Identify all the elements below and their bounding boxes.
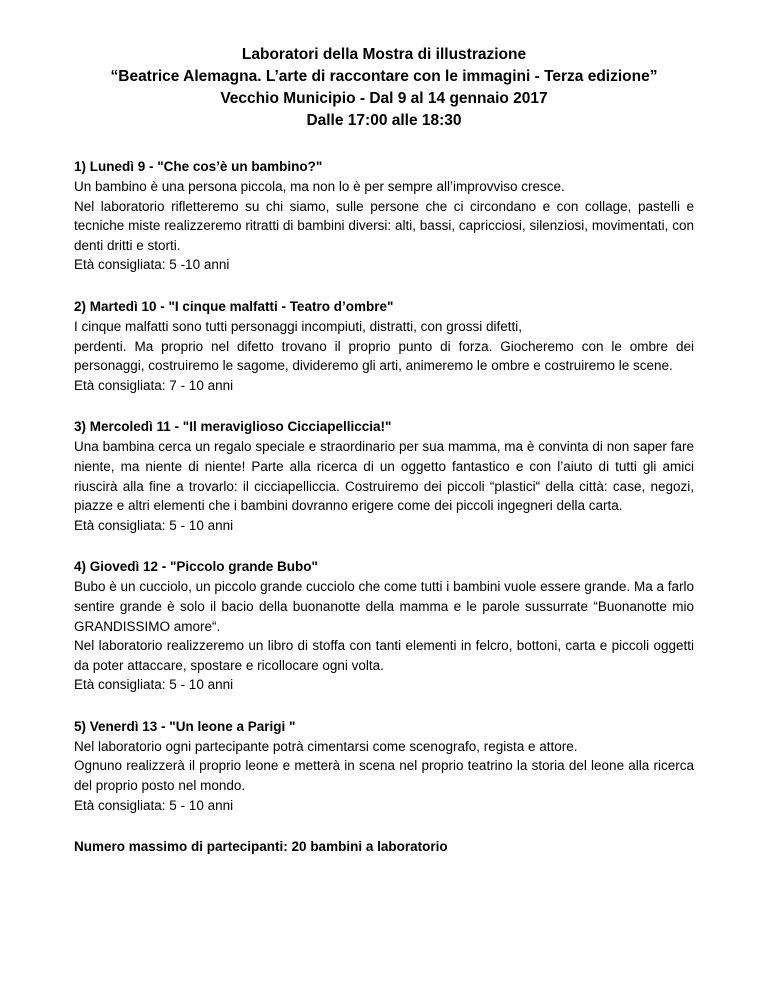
header-time: Dalle 17:00 alle 18:30	[306, 112, 462, 129]
workshop-age: Età consigliata: 7 - 10 anni	[74, 377, 234, 393]
workshop-age: Età consigliata: 5 - 10 anni	[74, 677, 234, 693]
header-exhibition-name: “Beatrice Alemagna. L’arte di raccontare con le immagini - Terza edizione”	[110, 68, 658, 85]
workshop-age: Età consigliata: 5 - 10 anni	[74, 517, 234, 533]
workshop-title: 3) Mercoledì 11 - "Il meraviglioso Cicciapelliccia!"	[74, 419, 392, 435]
workshop-title: 4) Giovedì 12 - "Piccolo grande Bubo"	[74, 559, 318, 575]
workshop-monday	[74, 157, 694, 275]
workshop-description: Un bambino è una persona piccola, ma non lo è per sempre all’improvviso cresce.	[74, 179, 565, 194]
document-header	[74, 44, 694, 132]
workshop-description: Una bambina cerca un regalo speciale e straordinario per sua mamma, ma è convinta di non saper fare niente, ma niente di niente! Parte alla ricerca di un oggetto fantastico e con l’aiuto di tutti gli amici riuscirà alla fine a trovarlo: il cicciapelliccia. Costruiremo dei piccoli “plastici“ della città: case, negozi, piazze e altri elementi che i bambini dovranno erigere come dei piccoli ingegneri della carta.	[74, 439, 694, 514]
workshop-list	[74, 157, 694, 815]
workshop-friday	[74, 717, 694, 815]
workshop-description: I cinque malfatti sono tutti personaggi incompiuti, distratti, con grossi difetti,	[74, 318, 522, 334]
workshop-description: Bubo è un cucciolo, un piccolo grande cucciolo che come tutti i bambini vuole essere grande. Ma a farlo sentire grande è solo il bacio della buonanotte della mamma e le parole sussurrate “Buonanotte mio GRANDISSIMO amore“.	[74, 579, 694, 634]
workshop-title: 1) Lunedì 9 - "Che cos’è un bambino?"	[74, 159, 323, 174]
max-participants-note: Numero massimo di partecipanti: 20 bambini a laboratorio	[74, 839, 448, 855]
workshop-description: Nel laboratorio rifletteremo su chi siamo, sulle persone che ci circondano e con collage, pastelli e tecniche miste realizzeremo ritratti di bambini diversi: alti, bassi, capricciosi, silenziosi, movimentati, con denti dritti e storti.	[74, 198, 694, 253]
header-title: Laboratori della Mostra di illustrazione	[241, 46, 527, 63]
workshop-description: Nel laboratorio realizzeremo un libro di stoffa con tanti elementi in felcro, bottoni, carta e piccoli oggetti da poter attaccare, spostare e ricollocare ogni volta.	[74, 638, 694, 673]
workshop-age: Età consigliata: 5 -10 anni	[74, 257, 230, 273]
workshop-wednesday	[74, 417, 694, 535]
document-page	[74, 44, 694, 857]
workshop-age: Età consigliata: 5 - 10 anni	[74, 797, 234, 813]
workshop-description: perdenti. Ma proprio nel difetto trovano il proprio punto di forza. Giocheremo con le ombre dei personaggi, costruiremo le sagome, divideremo gli arti, animeremo le ombre e costruiremo le scene.	[74, 338, 694, 374]
workshop-title: 5) Venerdì 13 - "Un leone a Parigi "	[74, 718, 296, 734]
workshop-description: Ognuno realizzerà il proprio leone e metterà in scena nel proprio teatrino la storia del leone alla ricerca del proprio posto nel mondo.	[74, 758, 694, 794]
header-venue-dates: Vecchio Municipio - Dal 9 al 14 gennaio 2017	[220, 90, 548, 107]
workshop-title: 2) Martedì 10 - "I cinque malfatti - Teatro d’ombre"	[74, 298, 394, 314]
workshop-description: Nel laboratorio ogni partecipante potrà cimentarsi come scenografo, regista e attore.	[74, 738, 578, 754]
workshop-tuesday	[74, 297, 694, 395]
workshop-thursday	[74, 557, 694, 695]
